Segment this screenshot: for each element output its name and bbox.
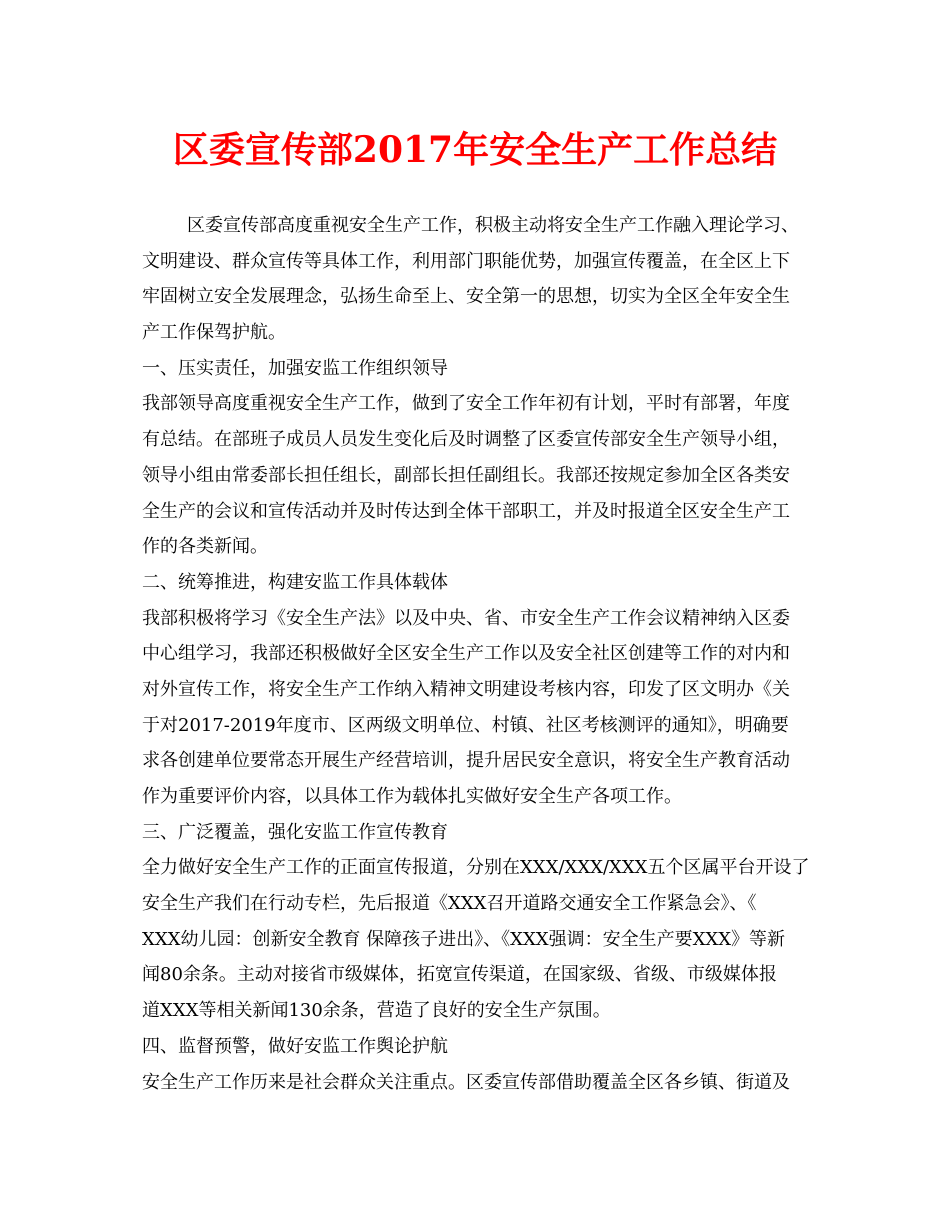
paragraph-line: 领导小组由常委部长担任组长，副部长担任副组长。我部还按规定参加全区各类安 (142, 464, 790, 486)
paragraph-line: 文明建设、群众宣传等具体工作，利用部门职能优势，加强宣传覆盖，在全区上下 (142, 250, 790, 272)
document-title: 区委宣传部2017年安全生产工作总结 (172, 129, 778, 171)
paragraph-line: 全生产的会议和宣传活动并及时传达到全体干部职工，并及时报道全区安全生产工 (142, 500, 790, 522)
paragraph-line: 区委宣传部高度重视安全生产工作，积极主动将安全生产工作融入理论学习、 (187, 215, 799, 236)
paragraph-line: XXX幼儿园：创新安全教育 保障孩子进出》、《XXX强调：安全生产要XXX》等新 (142, 928, 786, 950)
paragraph-line: 作为重要评价内容，以具体工作为载体扎实做好安全生产各项工作。 (142, 786, 682, 807)
paragraph-line: 有总结。在部班子成员人员发生变化后及时调整了区委宣传部安全生产领导小组， (142, 429, 790, 451)
paragraph-line: 于对2017-2019年度市、区两级文明单位、村镇、社区考核测评的通知》，明确要 (142, 714, 789, 736)
paragraph-line: 我部积极将学习《安全生产法》以及中央、省、市安全生产工作会议精神纳入区委 (142, 607, 790, 629)
paragraph-line: 产工作保驾护航。 (142, 322, 286, 344)
paragraph-line: 作的各类新闻。 (142, 536, 268, 558)
paragraph-line: 对外宣传工作，将安全生产工作纳入精神文明建设考核内容，印发了区文明办《关 (142, 678, 790, 700)
paragraph-line: 安全生产工作历来是社会群众关注重点。区委宣传部借助覆盖全区各乡镇、街道及 (142, 1071, 790, 1093)
section-heading: 二、统筹推进，构建安监工作具体载体 (142, 571, 448, 593)
section-heading: 四、监督预警，做好安监工作舆论护航 (142, 1035, 448, 1057)
paragraph-line: 全力做好安全生产工作的正面宣传报道，分别在XXX/XXX/XXX五个区属平台开设了 (142, 857, 810, 879)
section-heading: 一、压实责任，加强安监工作组织领导 (142, 357, 448, 379)
paragraph-line: 闻80余条。主动对接省市级媒体，拓宽宣传渠道，在国家级、省级、市级媒体报 (142, 964, 777, 986)
paragraph-line: 中心组学习，我部还积极做好全区安全生产工作以及安全社区创建等工作的对内和 (142, 643, 790, 665)
paragraph-line: 牢固树立安全发展理念，弘扬生命至上、安全第一的思想，切实为全区全年安全生 (142, 286, 790, 308)
paragraph-line: 求各创建单位要常态开展生产经营培训，提升居民安全意识，将安全生产教育活动 (142, 750, 790, 772)
section-heading: 三、广泛覆盖，强化安监工作宣传教育 (142, 821, 448, 843)
paragraph-line: 道XXX等相关新闻130余条，营造了良好的安全生产氛围。 (142, 1000, 611, 1022)
paragraph-line: 安全生产我们在行动专栏，先后报道《XXX召开道路交通安全工作紧急会》、《 (142, 893, 757, 915)
paragraph-line: 我部领导高度重视安全生产工作，做到了安全工作年初有计划，平时有部署，年度 (142, 393, 790, 415)
document-body (142, 208, 818, 1100)
